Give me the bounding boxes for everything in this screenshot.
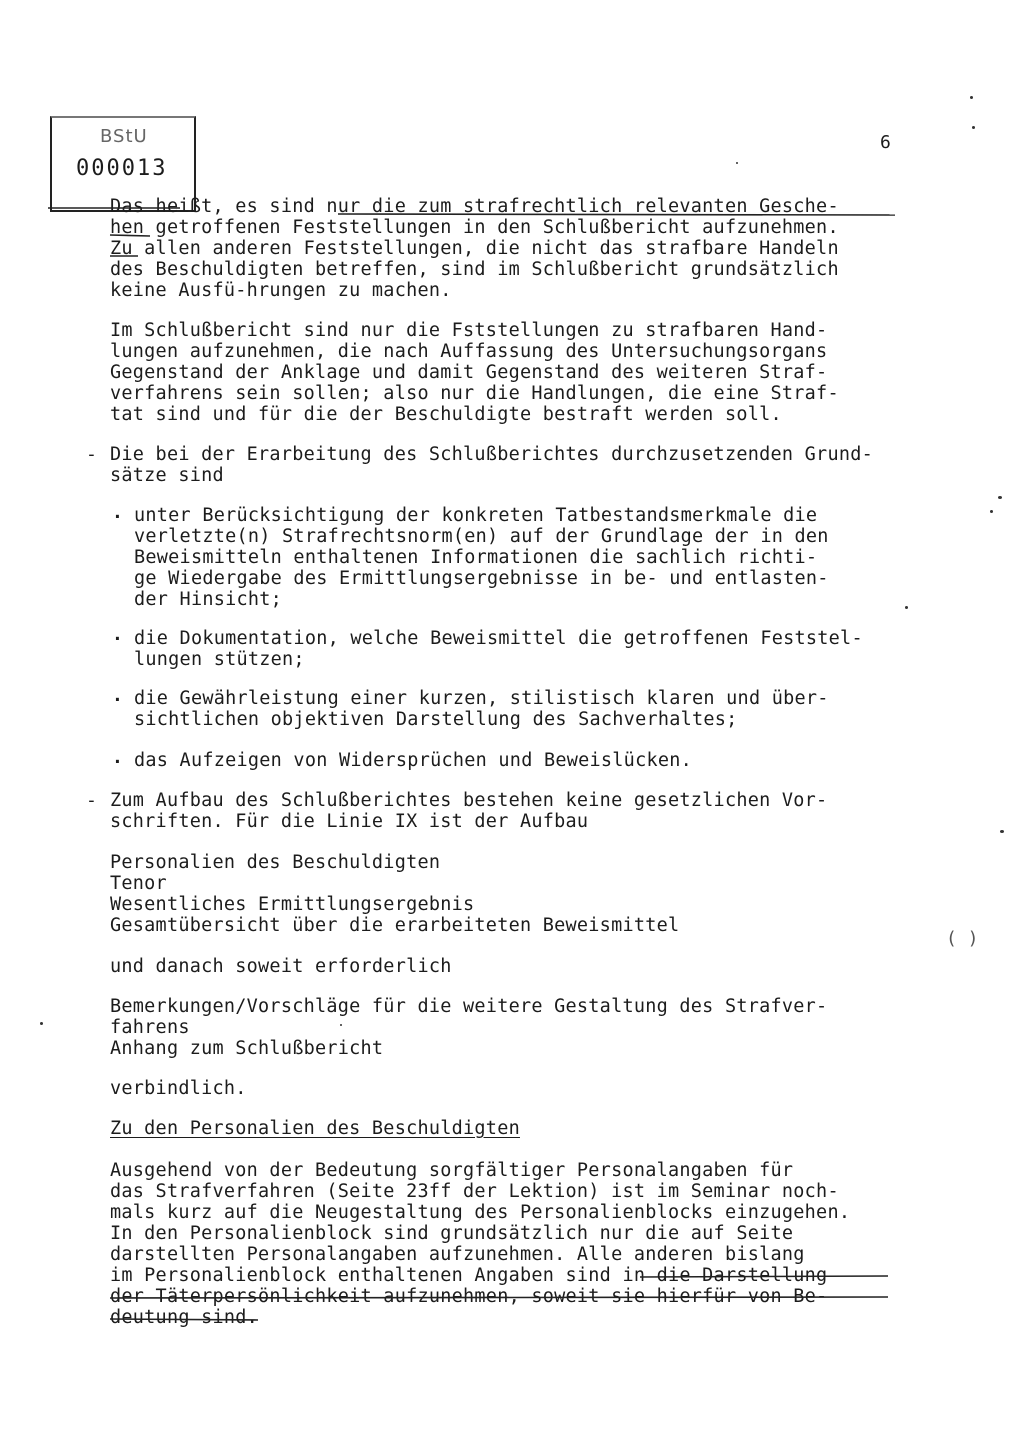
optional-line: fahrens: [110, 1017, 190, 1038]
para1-line: Zu allen anderen Feststellungen, die nicht das strafbare Handeln: [110, 238, 839, 259]
underline-para1-a: [338, 214, 895, 215]
structure-line: Tenor: [110, 873, 167, 894]
stamp-agency: BStU: [100, 126, 148, 147]
scan-speck: [990, 510, 993, 513]
bullet-marker: .: [112, 624, 123, 645]
para1-line: des Beschuldigten betreffen, sind im Schlußbericht grundsätzlich: [110, 259, 839, 280]
item1-line: Die bei der Erarbeitung des Schlußberichtes durchzusetzenden Grund-: [110, 444, 873, 465]
bullet-line: die Gewährleistung einer kurzen, stilistisch klaren und über-: [134, 688, 829, 709]
item2-line: Zum Aufbau des Schlußberichtes bestehen keine gesetzlichen Vor-: [110, 790, 828, 811]
para2-line: verfahrens sein sollen; also nur die Handlungen, die eine Straf-: [110, 383, 839, 404]
final-line: darstellten Personalangaben aufzunehmen. Alle anderen bislang: [110, 1244, 805, 1265]
bullet-marker: .: [112, 685, 123, 706]
scan-speck: [970, 96, 973, 99]
dash-marker: -: [86, 790, 97, 811]
structure-line: Personalien des Beschuldigten: [110, 852, 441, 873]
bullet-line: der Hinsicht;: [134, 589, 283, 610]
final-line: das Strafverfahren (Seite 23ff der Lektion) ist im Seminar noch-: [110, 1181, 839, 1202]
scan-speck: [972, 126, 975, 129]
bullet-line: verletzte(n) Strafrechtsnorm(en) auf der Grundlage der in den: [134, 526, 829, 547]
scan-speck: [340, 1024, 342, 1026]
final-line: im Personalienblock enthaltenen Angaben sind in die Darstellung: [110, 1265, 828, 1286]
bullet-line: unter Berücksichtigung der konkreten Tatbestandsmerkmale die: [134, 505, 818, 526]
scan-speck: [736, 162, 738, 164]
scan-speck: [905, 606, 908, 609]
final-line: deutung sind.: [110, 1307, 259, 1328]
bullet-line: ge Wiedergabe des Ermittlungsergebnisse in be- und entlasten-: [134, 568, 829, 589]
closing-line: verbindlich.: [110, 1078, 247, 1099]
bullet-line: sichtlichen objektiven Darstellung des Sachverhaltes;: [134, 709, 738, 730]
page-number: 6: [880, 132, 891, 153]
para2-line: Gegenstand der Anklage und damit Gegenstand des weiteren Straf-: [110, 362, 828, 383]
para1-line: keine Ausfü-hrungen zu machen.: [110, 280, 452, 301]
underline-final-c: [110, 1319, 258, 1320]
section-heading: Zu den Personalien des Beschuldigten: [110, 1118, 520, 1139]
item1-line: sätze sind: [110, 465, 224, 486]
scan-speck: [1000, 830, 1004, 833]
structure-line: Wesentliches Ermittlungsergebnis: [110, 894, 475, 915]
final-line: der Täterpersönlichkeit aufzunehmen, soweit sie hierfür von Be-: [110, 1286, 828, 1307]
underline-para1-b: [110, 235, 150, 236]
underline-final-b: [110, 1297, 888, 1298]
para1-line: hen getroffenen Feststellungen in den Schlußbericht aufzunehmen.: [110, 217, 839, 238]
structure-line: Gesamtübersicht über die erarbeiteten Beweismittel: [110, 915, 680, 936]
underline-final-a: [640, 1276, 888, 1277]
item2-line: schriften. Für die Linie IX ist der Aufbau: [110, 811, 589, 832]
bullet-marker: .: [112, 502, 123, 523]
para2-line: Im Schlußbericht sind nur die Fststellungen zu strafbaren Hand-: [110, 320, 828, 341]
para2-line: tat sind und für die der Beschuldigte bestraft werden soll.: [110, 404, 782, 425]
optional-line: Anhang zum Schlußbericht: [110, 1038, 384, 1059]
para2-line: lungen aufzunehmen, die nach Auffassung des Untersuchungsorgans: [110, 341, 828, 362]
dash-marker: -: [86, 444, 97, 465]
connector-line: und danach soweit erforderlich: [110, 956, 452, 977]
bullet-line: das Aufzeigen von Widersprüchen und Beweislücken.: [134, 750, 693, 771]
bullet-line: Beweismitteln enthaltenen Informationen die sachlich richti-: [134, 547, 818, 568]
final-line: mals kurz auf die Neugestaltung des Personalienblocks einzugehen.: [110, 1202, 851, 1223]
para1-line: Das heißt, es sind nur die zum strafrechtlich relevanten Gesche-: [110, 196, 839, 217]
final-line: In den Personalienblock sind grundsätzlich nur die auf Seite: [110, 1223, 794, 1244]
scan-speck: [40, 1022, 43, 1025]
margin-mark: ( ): [946, 928, 979, 949]
optional-line: Bemerkungen/Vorschläge für die weitere Gestaltung des Strafver-: [110, 996, 828, 1017]
scan-speck: [998, 496, 1002, 499]
bullet-marker: .: [112, 747, 123, 768]
bullet-line: lungen stützen;: [134, 649, 305, 670]
stamp-number: 000013: [76, 156, 168, 181]
final-line: Ausgehend von der Bedeutung sorgfältiger Personalangaben für: [110, 1160, 794, 1181]
bullet-line: die Dokumentation, welche Beweismittel die getroffenen Feststel-: [134, 628, 863, 649]
